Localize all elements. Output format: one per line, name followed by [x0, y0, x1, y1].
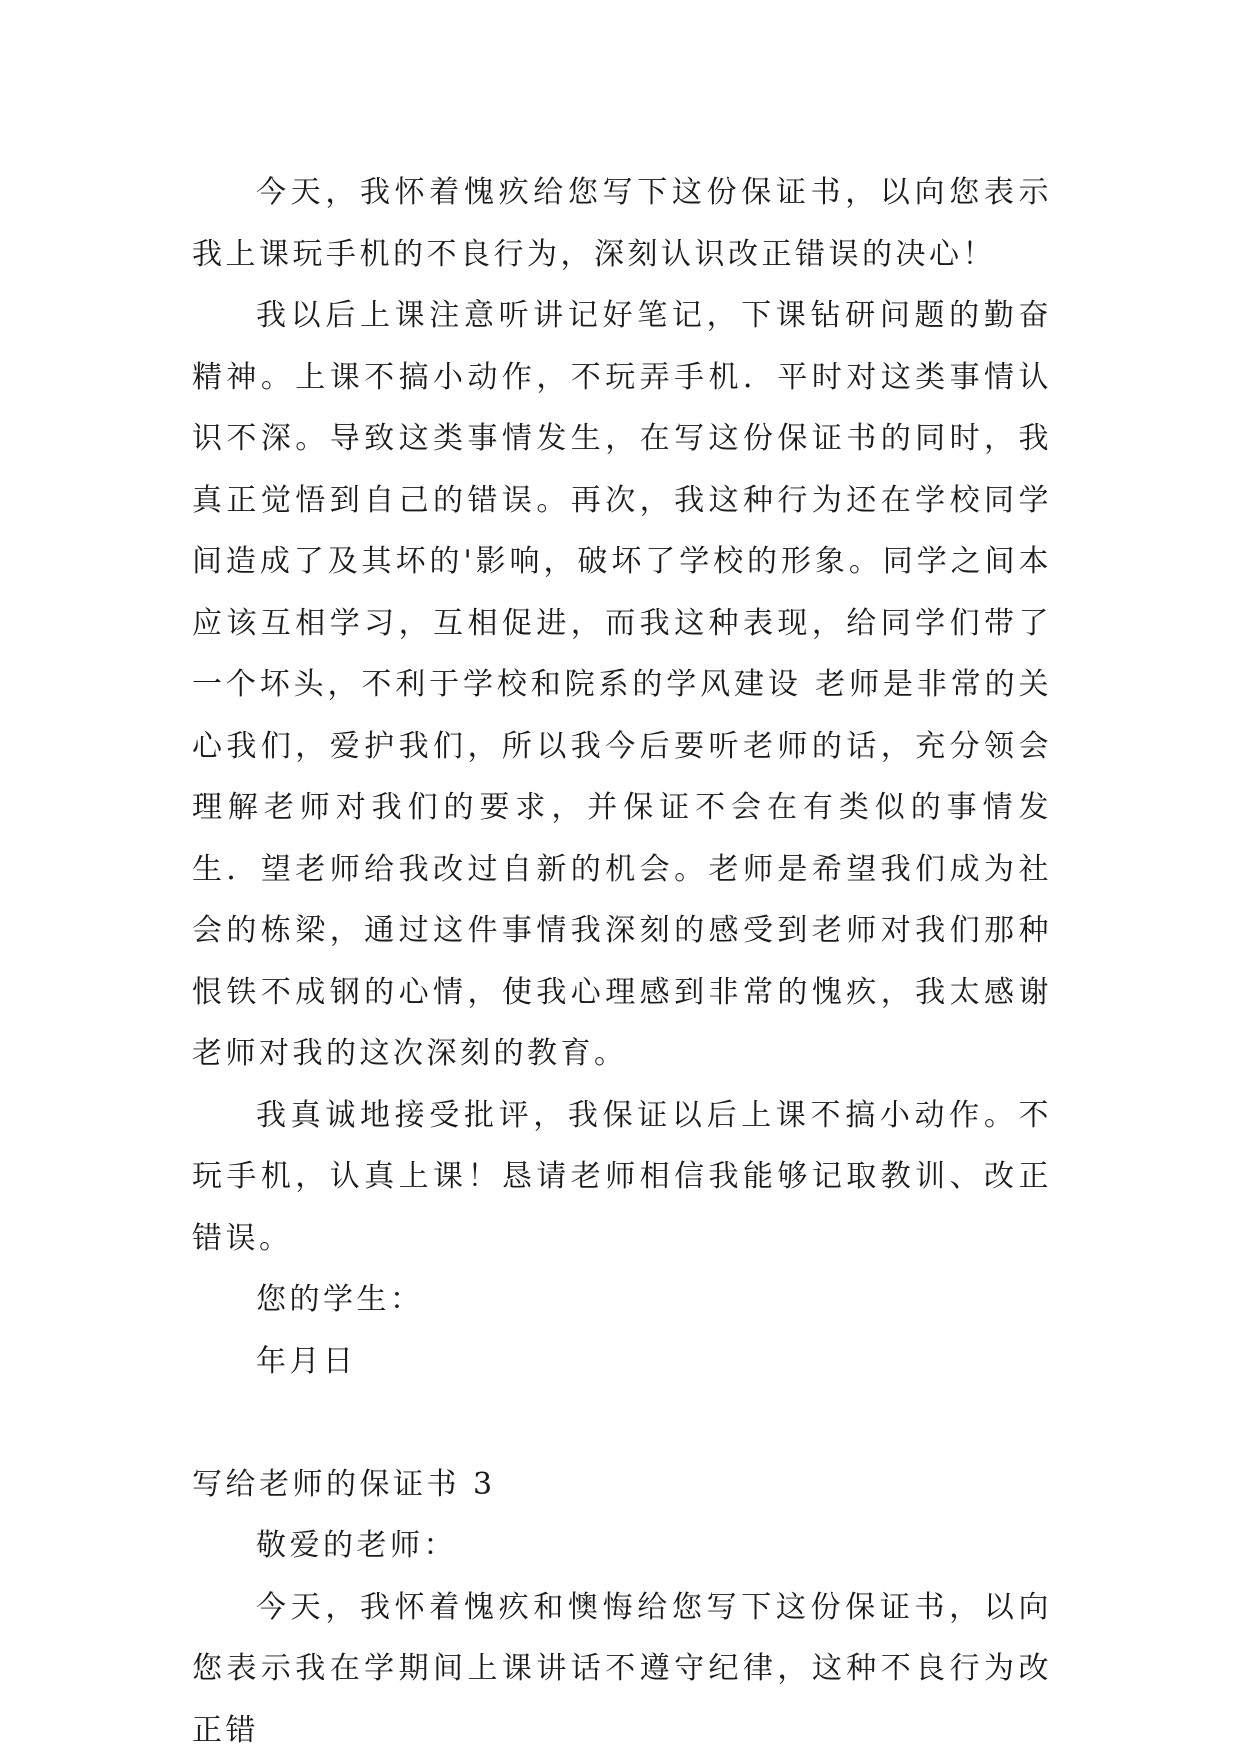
- paragraph-acceptance: 我真诚地接受批评，我保证以后上课不搞小动作。不玩手机，认真上课！恳请老师相信我能够记取教训、改正错误。: [192, 1085, 1052, 1270]
- section-title: 写给老师的保证书 3: [192, 1454, 1052, 1516]
- date-line: 年月日: [192, 1331, 1052, 1393]
- paragraph-commitment: 我以后上课注意听讲记好笔记，下课钻研问题的勤奋精神。上课不搞小动作，不玩弄手机．平时对这类事情认识不深。导致这类事情发生，在写这份保证书的同时，我真正觉悟到自己的错误。再次，我这种行为还在学校同学间造成了及其坏的'影响，破坏了学校的形象。同学之间本应该互相学习，互相促进，而我这种表现，给同学们带了一个坏头，不利于学校和院系的学风建设 老师是非常的关心我们，爱护我们，所以我今后要听老师的话，充分领会理解老师对我们的要求，并保证不会在有类似的事情发生．望老师给我改过自新的机会。老师是希望我们成为社会的栋梁，通过这件事情我深刻的感受到老师对我们那种恨铁不成钢的心情，使我心理感到非常的愧疚，我太感谢老师对我的这次深刻的教育。: [192, 285, 1052, 1085]
- paragraph-apology-intro: 今天，我怀着愧疚给您写下这份保证书，以向您表示我上课玩手机的不良行为，深刻认识改正错误的决心！: [192, 162, 1052, 285]
- salutation: 敬爱的老师：: [192, 1515, 1052, 1577]
- signature-line: 您的学生：: [192, 1269, 1052, 1331]
- paragraph-letter-3-intro: 今天，我怀着愧疚和懊悔给您写下这份保证书，以向您表示我在学期间上课讲话不遵守纪律，这种不良行为改正错: [192, 1577, 1052, 1761]
- document-body: [192, 162, 1052, 1761]
